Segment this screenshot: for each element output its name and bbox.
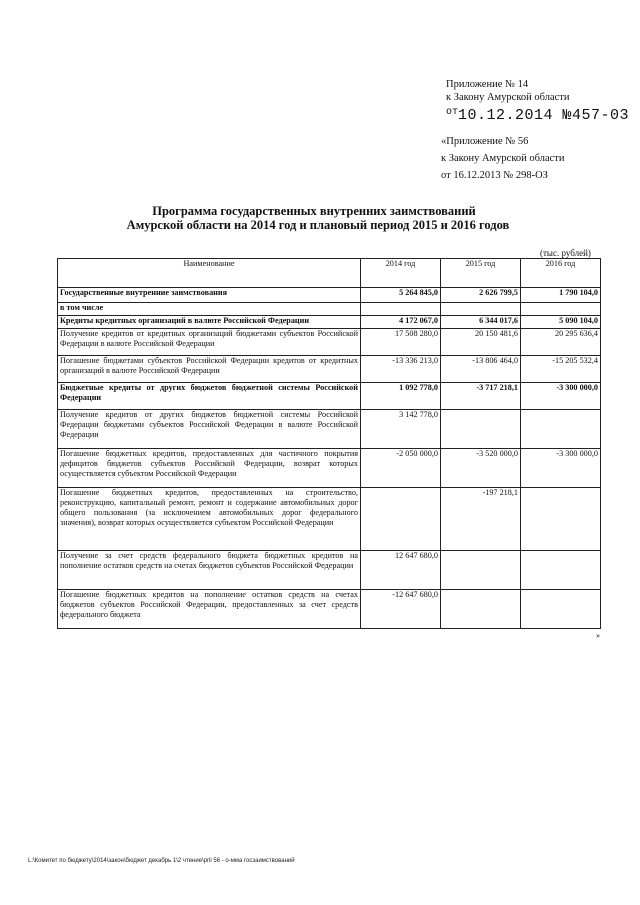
table-row	[58, 356, 601, 383]
table-header-row	[58, 259, 601, 288]
row-2016-cell	[521, 551, 601, 590]
appendix-date-prefix: от	[446, 107, 459, 118]
row-2014-cell: -12 647 680,0	[361, 590, 441, 629]
document-title-line2: Амурской области на 2014 год и плановый период 2015 и 2016 годов	[126, 218, 510, 232]
row-2015-cell	[441, 551, 521, 590]
row-name-cell: Получение кредитов от других бюджетов бюджетной системы Российской Федерации бюджетами субъектов Российской Федерации в валюте Российской Федерации	[58, 410, 361, 449]
row-2014-cell: 3 142 778,0	[361, 410, 441, 449]
previous-appendix-law: к Закону Амурской области	[441, 153, 565, 164]
row-2015-cell: 6 344 017,6	[441, 316, 521, 329]
table-body	[58, 288, 601, 629]
row-name-cell: Погашение бюджетных кредитов, предоставленных на строительство, реконструкцию, капитальный ремонт, ремонт и содержание автомобильных дорог общего пользования (за исключением автомобильных дорог федерального значения), возврат которых осуществляется субъектом Российской Федерации	[58, 488, 361, 551]
borrowing-program-table	[57, 258, 601, 629]
row-name-cell: Бюджетные кредиты от других бюджетов бюджетной системы Российской Федерации	[58, 383, 361, 410]
row-2014-cell: 17 508 280,0	[361, 329, 441, 356]
row-2016-cell: -15 205 532,4	[521, 356, 601, 383]
row-2014-cell	[361, 488, 441, 551]
row-2015-cell: 20 150 481,6	[441, 329, 521, 356]
row-2016-cell	[521, 303, 601, 316]
row-2015-cell: -3 717 218,1	[441, 383, 521, 410]
table-row	[58, 288, 601, 303]
row-2014-cell: 5 264 845,0	[361, 288, 441, 303]
table-row	[58, 551, 601, 590]
row-2016-cell: 20 295 636,4	[521, 329, 601, 356]
row-2016-cell	[521, 590, 601, 629]
appendix-number: Приложение № 14	[446, 79, 529, 90]
appendix-date	[446, 104, 636, 124]
row-2014-cell: 4 172 067,0	[361, 316, 441, 329]
column-header-2015: 2015 год	[441, 259, 521, 288]
appendix-date-number: 10.12.2014 №457-03	[458, 107, 630, 124]
row-2015-cell: -197 218,1	[441, 488, 521, 551]
row-2014-cell	[361, 303, 441, 316]
row-2014-cell: 12 647 680,0	[361, 551, 441, 590]
row-2014-cell: 1 092 778,0	[361, 383, 441, 410]
column-header-name: Наименование	[58, 259, 361, 288]
document-title-line1: Программа государственных внутренних заимствований	[152, 204, 476, 218]
row-2016-cell: 5 090 104,0	[521, 316, 601, 329]
table-row	[58, 590, 601, 629]
row-2015-cell: -13 806 464,0	[441, 356, 521, 383]
table-row	[58, 316, 601, 329]
table-row	[58, 449, 601, 488]
row-2015-cell: 2 626 799,5	[441, 288, 521, 303]
row-2016-cell: -3 300 000,0	[521, 449, 601, 488]
row-name-cell: Погашение бюджетных кредитов, предоставленных для частичного покрытия дефицитов бюджетов субъектов Российской Федерации, возврат которых осуществляется субъектом Российской Федерации	[58, 449, 361, 488]
table-row	[58, 329, 601, 356]
row-2016-cell	[521, 410, 601, 449]
row-name-cell: Получение за счет средств федерального бюджета бюджетных кредитов на пополнение остатков средств на счетах бюджетов субъектов Российской Федерации	[58, 551, 361, 590]
row-2016-cell: 1 790 104,0	[521, 288, 601, 303]
previous-appendix-header	[441, 133, 636, 184]
row-2014-cell: -2 050 000,0	[361, 449, 441, 488]
appendix-header	[446, 78, 636, 124]
row-2015-cell	[441, 590, 521, 629]
row-2015-cell	[441, 410, 521, 449]
row-2016-cell	[521, 488, 601, 551]
row-2014-cell: -13 336 213,0	[361, 356, 441, 383]
row-name-cell: Государственные внутренние заимствования	[58, 288, 361, 303]
row-2016-cell: -3 300 000,0	[521, 383, 601, 410]
row-name-cell: Погашение бюджетных кредитов на пополнение остатков средств на счетах бюджетов субъектов Российской Федерации, предоставленных за счет средств федерального бюджета	[58, 590, 361, 629]
row-2015-cell: -3 520 000,0	[441, 449, 521, 488]
row-2015-cell	[441, 303, 521, 316]
units-label: (тыс. рублей)	[540, 248, 591, 258]
row-name-cell: Получение кредитов от кредитных организаций бюджетами субъектов Российской Федерации в валюте Российской Федерации	[58, 329, 361, 356]
row-name-cell: в том числе	[58, 303, 361, 316]
row-name-cell: Кредиты кредитных организаций в валюте Российской Федерации	[58, 316, 361, 329]
closing-quote-mark: »	[596, 631, 600, 640]
column-header-2014: 2014 год	[361, 259, 441, 288]
column-header-2016: 2016 год	[521, 259, 601, 288]
table-row	[58, 383, 601, 410]
previous-appendix-date: от 16.12.2013 № 298-ОЗ	[441, 170, 548, 181]
table-row	[58, 410, 601, 449]
previous-appendix-number: «Приложение № 56	[441, 136, 529, 147]
appendix-law: к Закону Амурской области	[446, 92, 570, 103]
table-row	[58, 488, 601, 551]
row-name-cell: Погашение бюджетами субъектов Российской Федерации кредитов от кредитных организаций в валюте Российской Федерации	[58, 356, 361, 383]
file-path-footer: L:\Комитет по бюджету\2014\закон\бюджет декабрь 1\2 чтение\pril 56 - о-мма госзаимствований	[28, 858, 295, 864]
table-row	[58, 303, 601, 316]
